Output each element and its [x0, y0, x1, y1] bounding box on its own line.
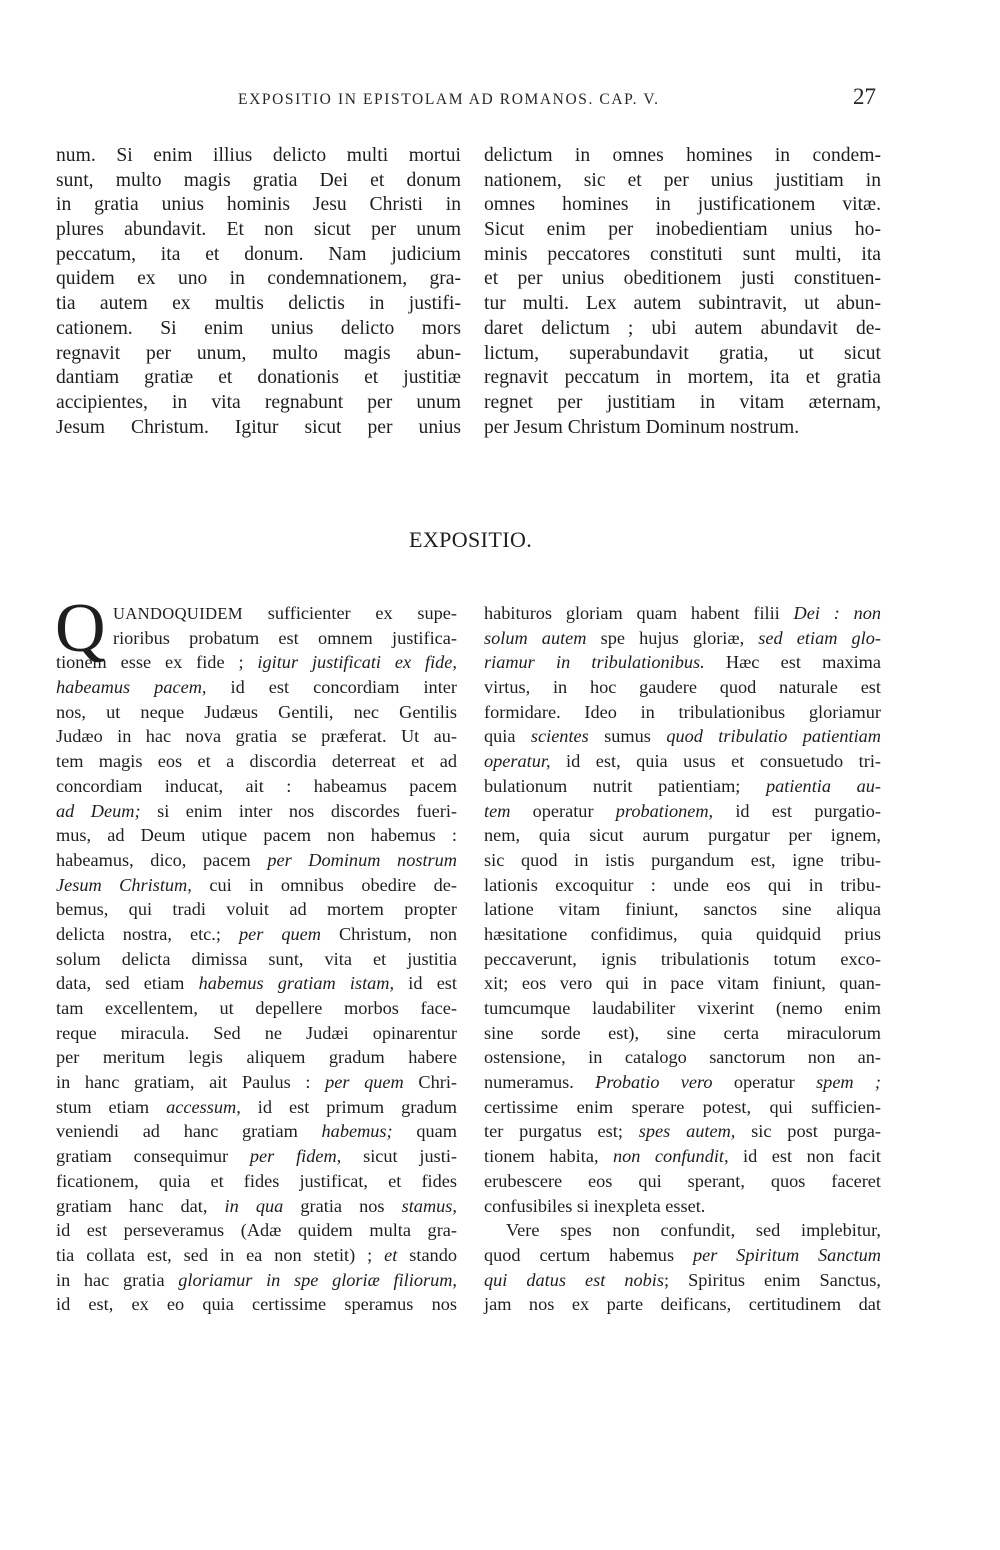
text-line	[56, 1095, 457, 1120]
italic-span: habemus gratiam istam,	[198, 973, 395, 994]
italic-span: habeamus pacem,	[56, 677, 207, 698]
small-caps-word: UANDOQUIDEM	[113, 604, 243, 623]
text-span: ; Spiritus enim Sanctus,	[663, 1269, 881, 1290]
text-span: cui in omnibus obedire de-	[191, 874, 458, 895]
text-span: sic post purga-	[735, 1121, 881, 1142]
text-span: stando	[397, 1244, 457, 1265]
text-line: minis peccatores constituti sunt multi, ita	[484, 243, 881, 265]
italic-span: per Spiritum Sanctum	[692, 1244, 881, 1265]
italic-span: per quem	[238, 923, 321, 944]
text-line: latione vitam finiunt, sanctos sine aliqua	[484, 899, 881, 920]
text-line	[56, 971, 457, 996]
text-line	[484, 724, 881, 749]
text-line: Vere spes non confundit, sed implebitur,	[506, 1220, 881, 1241]
text-line: jam nos ex parte deificans, certitudinem dat	[484, 1294, 881, 1315]
text-line: ostensione, in catalogo sanctorum non an-	[484, 1047, 881, 1068]
italic-span: solum autem	[484, 627, 587, 648]
text-line: delictum in omnes homines in condem-	[484, 145, 881, 166]
text-span: data, sed etiam	[56, 973, 199, 994]
text-span: id est, quia usus et consuetudo tri-	[550, 751, 881, 772]
text-span: id est concordiam inter	[206, 677, 457, 698]
section-title: EXPOSITIO.	[409, 527, 533, 552]
text-line: ficationem, quia et fides justificat, et fides	[56, 1170, 457, 1191]
running-title: EXPOSITIO IN EPISTOLAM AD ROMANOS. CAP. V.	[238, 91, 660, 108]
text-span: gratiam consequimur	[56, 1146, 250, 1167]
text-line: solum delicta dimissa sunt, vita et justitia	[56, 948, 457, 969]
commentary-right-column	[484, 601, 881, 1317]
text-span: habeamus, dico, pacem	[56, 849, 268, 870]
text-span: Hæc est maxima	[704, 652, 881, 673]
text-line	[56, 650, 457, 675]
italic-span: per fidem,	[249, 1146, 342, 1167]
italic-span: in qua	[224, 1195, 284, 1216]
italic-span: habemus;	[321, 1121, 393, 1142]
text-line: in gratia unius hominis Jesu Christi in	[56, 194, 461, 216]
italic-span: quod tribulatio patientiam	[666, 726, 881, 747]
text-line	[484, 774, 881, 799]
text-line: tumcumque laudabiliter vixerint (nemo enim	[484, 998, 881, 1018]
text-line: nationem, sic et per unius justitiam in	[484, 169, 881, 191]
scripture-left-column	[56, 144, 461, 440]
text-line	[56, 799, 457, 824]
italic-span: non confundit,	[613, 1146, 729, 1167]
italic-span: sed etiam glo-	[758, 627, 881, 648]
italic-span: riamur in tribulationibus.	[484, 652, 705, 673]
text-line: tem magis eos et a discordia deterreat et ad	[56, 751, 457, 772]
text-line: bemus, qui tradi voluit ad mortem propter	[56, 899, 457, 920]
text-line: tur multi. Lex autem subintravit, ut abun-	[484, 293, 881, 315]
italic-span: tem	[484, 800, 511, 821]
text-span: Christum, non	[320, 923, 457, 944]
italic-span: Jesum Christum,	[56, 874, 192, 895]
text-line: peccaverunt, ignis tribulationis totum exco-	[484, 948, 881, 969]
text-span: si enim inter nos discordes fueri-	[140, 800, 457, 821]
text-span: operatur	[510, 800, 616, 821]
text-line: daret delictum ; ubi autem abundavit de-	[484, 317, 881, 339]
italic-span: spes autem,	[638, 1121, 736, 1142]
text-line: certissime enim sperare potest, qui sufficien-	[484, 1096, 881, 1117]
text-line: concordiam inducat, ait : habeamus pacem	[56, 775, 457, 796]
text-line: per Jesum Christum Dominum nostrum.	[484, 416, 800, 438]
text-line: quidem ex uno in condemnationem, gra-	[56, 268, 461, 290]
text-line	[484, 799, 881, 824]
text-line: regnavit peccatum in mortem, ita et gratia	[484, 367, 881, 389]
page-number: 27	[853, 84, 876, 109]
italic-span: probationem,	[615, 800, 714, 821]
text-span: spe hujus gloriæ,	[586, 627, 759, 648]
commentary-left-column	[56, 601, 457, 1317]
text-span: quam	[392, 1121, 457, 1142]
italic-span: qui datus est nobis	[484, 1269, 664, 1290]
text-line: tam excellentem, ut depellere morbos face-	[56, 998, 457, 1018]
text-span: tia collata est, sed in ea non stetit) ;	[56, 1244, 385, 1265]
italic-span: operatur,	[484, 751, 551, 772]
text-line: lictum, superabundavit gratia, ut sicut	[484, 342, 881, 364]
text-line: sine sorde est), sine certa miraculorum	[484, 1022, 881, 1043]
text-span: gratiam hanc dat,	[56, 1195, 225, 1216]
text-line: plures abundavit. Et non sicut per unum	[56, 219, 461, 241]
text-line: reque miracula. Sed ne Judæi opinarentur	[56, 1022, 457, 1043]
text-span: id est	[394, 973, 458, 994]
text-span: in hanc gratiam, ait Paulus :	[56, 1072, 326, 1093]
italic-span: accessum,	[166, 1096, 241, 1117]
text-span: numeramus.	[484, 1072, 596, 1093]
text-span: quod certum habemus	[484, 1244, 693, 1265]
italic-span: per Dominum nostrum	[267, 849, 457, 870]
text-line	[484, 749, 881, 774]
text-line	[56, 848, 457, 873]
text-line: lationis excoquitur : unde eos qui in tribu-	[484, 874, 881, 895]
italic-span: Dei : non	[793, 603, 882, 623]
text-line: regnavit per unum, multo magis abun-	[56, 342, 461, 364]
italic-span: gloriamur in spe gloriæ filiorum,	[178, 1269, 457, 1290]
text-span: sufficienter ex supe-	[242, 603, 457, 623]
text-line	[56, 922, 457, 947]
text-line	[484, 1119, 881, 1144]
text-line	[484, 1268, 881, 1293]
italic-span: ad Deum;	[56, 800, 141, 821]
text-line	[484, 626, 881, 651]
text-span: operatur	[712, 1072, 817, 1093]
text-line	[56, 1194, 457, 1219]
text-line: Jesum Christum. Igitur sicut per unius	[56, 416, 461, 438]
text-line: regnet per justitiam in vitam æternam,	[484, 391, 881, 413]
text-line: sunt, multo magis gratia Dei et donum	[56, 169, 461, 191]
text-span: gratia nos	[283, 1195, 402, 1216]
text-line: accipientes, in vita regnabunt per unum	[56, 391, 461, 413]
text-span: ter purgatus est;	[484, 1121, 639, 1142]
text-span: sicut justi-	[341, 1146, 457, 1167]
text-span: tionem habita,	[484, 1146, 614, 1167]
text-line: per meritum legis aliquem gradum habere	[56, 1047, 457, 1068]
text-line: Judæo in hac nova gratia se præferat. Ut au-	[56, 726, 457, 747]
text-line: num. Si enim illius delicto multi mortui	[56, 145, 461, 166]
text-line	[484, 650, 881, 675]
text-line	[484, 1144, 881, 1169]
text-line: hæsitatione confidimus, quia quidquid prius	[484, 923, 881, 944]
text-line	[56, 873, 457, 898]
text-line: id est, ex eo quia certissime speramus nos	[56, 1294, 457, 1315]
text-line: id est perseveramus (Adæ quidem multa gra-	[56, 1220, 457, 1241]
text-line	[56, 601, 457, 626]
text-line: sic quod in istis purgandum est, igne tribu-	[484, 849, 881, 870]
text-span: id est non facit	[728, 1146, 881, 1167]
drop-cap: Q	[55, 590, 106, 667]
text-span: bulationum nutrit patientiam;	[484, 775, 766, 796]
text-line: mus, ad Deum utique pacem non habemus :	[56, 825, 457, 846]
text-line: xit; eos vero qui in pace vitam finiunt, quan-	[484, 973, 881, 994]
text-span: quia	[484, 726, 531, 747]
text-line: Sicut enim per inobedientiam unius ho-	[484, 219, 881, 241]
text-line	[484, 601, 881, 626]
text-span: veniendi ad hanc gratiam	[56, 1121, 322, 1142]
italic-span: patientia au-	[766, 775, 881, 796]
text-span: id est primum gradum	[240, 1096, 457, 1117]
text-line: dantiam gratiæ et donationis et justitiæ	[56, 367, 461, 389]
scripture-right-column	[484, 144, 881, 440]
italic-span: scientes	[530, 726, 589, 747]
text-line: formidare. Ideo in tribulationibus gloriamur	[484, 701, 881, 722]
italic-span: per quem	[325, 1072, 404, 1093]
text-line: erubescere eos qui sperant, quos faceret	[484, 1170, 881, 1191]
text-span: delicta nostra, etc.;	[56, 923, 239, 944]
text-line: et per unius obeditionem justi constituen-	[484, 268, 881, 290]
text-line: nem, quia sicut aurum purgatur per ignem,	[484, 825, 881, 846]
italic-span: stamus,	[401, 1195, 457, 1216]
italic-span: et	[384, 1244, 398, 1265]
text-line	[484, 1070, 881, 1095]
text-line: peccatum, ita et donum. Nam judicium	[56, 243, 461, 265]
text-line: cationem. Si enim unius delicto mors	[56, 317, 461, 339]
text-line	[56, 1070, 457, 1095]
text-line	[56, 1243, 457, 1268]
text-line	[484, 1243, 881, 1268]
text-line	[56, 1144, 457, 1169]
text-line	[56, 675, 457, 700]
text-span: stum etiam	[56, 1096, 167, 1117]
text-line: rioribus probatum est omnem justifica-	[113, 627, 457, 648]
text-span: id est purgatio-	[713, 800, 882, 821]
text-line: omnes homines in justificationem vitæ.	[484, 194, 881, 216]
italic-span: spem ;	[816, 1072, 882, 1093]
text-line: virtus, in hoc gaudere quod naturale est	[484, 677, 881, 698]
text-line	[56, 1268, 457, 1293]
text-span: tionem esse ex fide ;	[56, 652, 258, 673]
text-line	[56, 1119, 457, 1144]
text-span: in hac gratia	[56, 1269, 179, 1290]
italic-span: Probatio vero	[595, 1072, 713, 1093]
italic-span: igitur justificati ex fide,	[257, 652, 457, 673]
text-span: Chri-	[403, 1072, 457, 1093]
text-span: sumus	[588, 726, 667, 747]
text-span: habituros gloriam quam habent filii	[484, 603, 794, 623]
text-line: tia autem ex multis delictis in justifi-	[56, 293, 461, 315]
text-line: confusibiles si inexpleta esset.	[484, 1195, 706, 1216]
text-line: nos, ut neque Judæus Gentili, nec Gentilis	[56, 701, 457, 722]
